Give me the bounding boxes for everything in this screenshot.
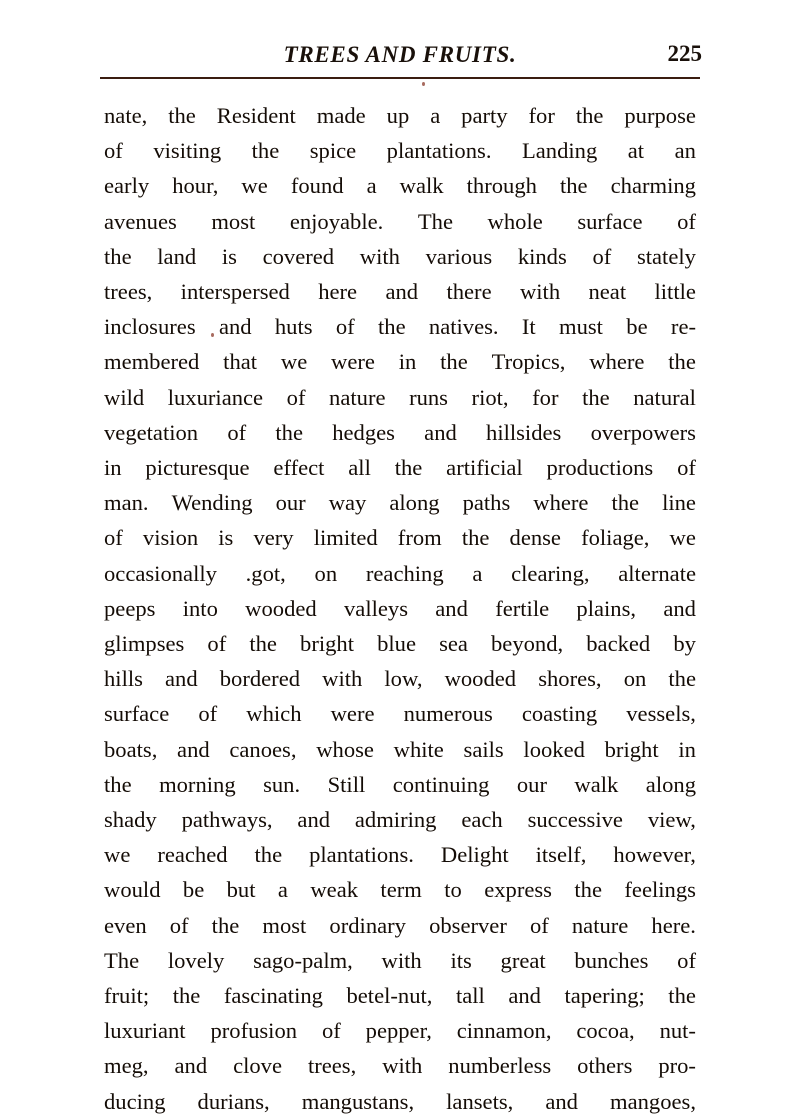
text-word: runs bbox=[409, 384, 448, 410]
text-word: the bbox=[668, 666, 696, 692]
text-word: the bbox=[440, 349, 468, 375]
text-word: morning bbox=[159, 771, 236, 797]
text-word: way bbox=[328, 490, 367, 516]
text-word: observer bbox=[429, 912, 507, 938]
text-word: however, bbox=[613, 842, 696, 868]
text-word: Wending bbox=[171, 490, 253, 516]
text-word: with bbox=[519, 279, 561, 305]
page-number: 225 bbox=[667, 41, 702, 66]
text-word: paths bbox=[462, 490, 511, 516]
text-line bbox=[104, 239, 696, 274]
text-word: weak bbox=[310, 877, 359, 903]
text-word: and bbox=[508, 983, 541, 1009]
text-word: glimpses bbox=[104, 631, 185, 657]
text-word: picturesque bbox=[145, 455, 250, 481]
text-line bbox=[104, 168, 696, 203]
text-word: nature bbox=[329, 384, 386, 410]
text-word: visiting bbox=[153, 138, 222, 164]
text-word: hour, bbox=[172, 173, 219, 199]
text-word: artificial bbox=[446, 455, 523, 481]
text-word: with bbox=[382, 1053, 423, 1079]
text-word: be bbox=[182, 877, 205, 903]
text-word: and bbox=[435, 595, 468, 621]
text-word: natives. bbox=[428, 314, 499, 340]
text-word: of bbox=[286, 384, 306, 410]
text-line bbox=[104, 661, 696, 696]
text-word: dense bbox=[509, 525, 561, 551]
text-word: purpose bbox=[624, 103, 696, 128]
text-word: the bbox=[172, 983, 201, 1009]
text-word: overpowers bbox=[590, 419, 696, 445]
text-word: on bbox=[623, 666, 647, 692]
text-word: we bbox=[280, 349, 308, 375]
text-word: with bbox=[322, 666, 363, 692]
text-line bbox=[104, 415, 696, 450]
text-word: durians, bbox=[197, 1088, 270, 1114]
text-line bbox=[104, 1013, 696, 1048]
text-line bbox=[104, 520, 696, 555]
text-word: plantations. bbox=[386, 138, 492, 164]
text-line bbox=[104, 908, 696, 943]
text-word: numerous bbox=[403, 701, 493, 727]
text-word: of bbox=[169, 912, 189, 938]
text-word: bordered bbox=[219, 666, 301, 692]
text-word: mangoes, bbox=[610, 1088, 696, 1114]
text-word: plantations. bbox=[309, 842, 414, 868]
text-word: foliage, bbox=[581, 525, 650, 551]
text-word: of bbox=[198, 701, 218, 727]
text-word: occasionally bbox=[104, 560, 217, 586]
text-line bbox=[104, 344, 696, 379]
text-word: bunches bbox=[574, 947, 649, 973]
running-head: TREES AND FRUITS. bbox=[283, 42, 517, 67]
text-word: man. bbox=[104, 490, 149, 516]
text-word: stately bbox=[636, 243, 696, 269]
text-word: continuing bbox=[392, 771, 490, 797]
text-word: with bbox=[359, 243, 400, 269]
text-word: wild bbox=[104, 384, 145, 410]
text-word: very bbox=[253, 525, 294, 551]
text-word: covered bbox=[262, 243, 335, 269]
text-line bbox=[104, 837, 696, 872]
text-word: cinnamon, bbox=[456, 1018, 552, 1044]
text-word: canoes, bbox=[229, 736, 297, 762]
text-word: sails bbox=[463, 736, 504, 762]
text-word: admiring bbox=[354, 807, 437, 833]
text-word: bright bbox=[300, 631, 354, 657]
text-word: an bbox=[674, 138, 696, 164]
text-word: clearing, bbox=[511, 560, 590, 586]
text-word: limited bbox=[313, 525, 378, 551]
text-word: cocoa, bbox=[576, 1018, 635, 1044]
text-word: fertile bbox=[495, 595, 550, 621]
text-word: boats, bbox=[104, 736, 158, 762]
text-word: trees, bbox=[104, 279, 153, 305]
text-word: pathways, bbox=[181, 807, 273, 833]
text-word: here. bbox=[651, 912, 696, 938]
text-word: at bbox=[627, 138, 645, 164]
text-word: fascinating bbox=[223, 983, 323, 1009]
text-word: in bbox=[104, 455, 122, 481]
text-word: kinds bbox=[517, 243, 567, 269]
text-line bbox=[104, 556, 696, 591]
text-word: mangustans, bbox=[301, 1088, 415, 1114]
text-word: of bbox=[677, 455, 696, 481]
text-word: luxuriant bbox=[104, 1018, 186, 1044]
text-word: the bbox=[668, 983, 696, 1009]
text-word: along bbox=[389, 490, 440, 516]
text-word: white bbox=[393, 736, 444, 762]
text-word: and bbox=[424, 419, 457, 445]
text-word: peeps bbox=[104, 595, 156, 621]
text-word: re- bbox=[670, 314, 696, 340]
text-word: the bbox=[582, 384, 610, 410]
text-word: surface bbox=[577, 208, 643, 234]
text-word: enjoyable. bbox=[289, 208, 384, 234]
text-word: term bbox=[380, 877, 422, 903]
text-word: line bbox=[662, 490, 696, 516]
text-word: pro- bbox=[658, 1053, 696, 1079]
text-word: wooded bbox=[444, 666, 517, 692]
text-line bbox=[104, 1084, 696, 1119]
text-word: tall bbox=[455, 983, 485, 1009]
text-word: the bbox=[104, 771, 132, 797]
text-word: party bbox=[461, 103, 508, 128]
text-word: by bbox=[673, 631, 696, 657]
text-word: plains, bbox=[576, 595, 637, 621]
text-word: huts bbox=[274, 314, 313, 340]
text-word: we bbox=[104, 842, 131, 868]
text-word: charming bbox=[610, 173, 696, 199]
text-line bbox=[104, 732, 696, 767]
text-word: Resident bbox=[216, 103, 296, 128]
text-word: shady bbox=[104, 807, 157, 833]
ink-speck bbox=[422, 82, 425, 86]
text-line bbox=[104, 450, 696, 485]
text-line bbox=[104, 872, 696, 907]
text-word: hills bbox=[104, 666, 143, 692]
text-word: valleys bbox=[344, 595, 408, 621]
text-word: productions bbox=[546, 455, 654, 481]
text-word: the bbox=[559, 173, 588, 199]
text-word: backed bbox=[586, 631, 651, 657]
text-word: would bbox=[104, 877, 161, 903]
text-word: land bbox=[157, 243, 197, 269]
text-word: bright bbox=[604, 736, 659, 762]
text-line bbox=[104, 696, 696, 731]
text-word: meg, bbox=[104, 1053, 149, 1079]
text-word: where bbox=[533, 490, 589, 516]
text-word: luxuriance bbox=[167, 384, 264, 410]
text-word: lansets, bbox=[446, 1088, 514, 1114]
text-word: here bbox=[318, 279, 358, 305]
text-word: the bbox=[275, 419, 303, 445]
text-word: betel-nut, bbox=[346, 983, 433, 1009]
text-word: membered bbox=[104, 349, 200, 375]
body-text bbox=[104, 98, 696, 1119]
text-word: blue bbox=[377, 631, 416, 657]
text-word: the bbox=[394, 455, 423, 481]
text-word: of bbox=[677, 208, 696, 234]
text-word: the bbox=[461, 525, 490, 551]
text-word: and bbox=[385, 279, 419, 305]
text-line bbox=[104, 309, 696, 344]
text-word: were bbox=[330, 701, 375, 727]
text-line bbox=[104, 626, 696, 661]
text-word: for bbox=[528, 103, 555, 128]
text-word: vision bbox=[142, 525, 199, 551]
text-word: even bbox=[104, 912, 147, 938]
text-word: the bbox=[378, 314, 406, 340]
text-word: numberless bbox=[448, 1053, 552, 1079]
text-word: a bbox=[366, 173, 377, 199]
text-word: nate, bbox=[104, 103, 148, 128]
text-line bbox=[104, 591, 696, 626]
text-word: trees, bbox=[307, 1053, 357, 1079]
text-word: and bbox=[165, 666, 198, 692]
text-word: spice bbox=[309, 138, 357, 164]
page-header bbox=[100, 22, 700, 68]
text-word: sago-palm, bbox=[253, 947, 353, 973]
text-word: the bbox=[611, 490, 640, 516]
text-line bbox=[104, 943, 696, 978]
text-word: ducing bbox=[104, 1088, 166, 1114]
text-word: The bbox=[417, 208, 453, 234]
text-word: the bbox=[249, 631, 277, 657]
text-word: and bbox=[177, 736, 210, 762]
header-rule bbox=[100, 77, 700, 79]
text-word: great bbox=[500, 947, 546, 973]
text-word: hedges bbox=[332, 419, 395, 445]
text-word: Delight bbox=[440, 842, 509, 868]
text-word: the bbox=[104, 243, 132, 269]
text-word: whole bbox=[487, 208, 543, 234]
text-line bbox=[104, 133, 696, 168]
text-word: It bbox=[521, 314, 536, 340]
text-word: found bbox=[290, 173, 344, 199]
text-word: of bbox=[227, 419, 247, 445]
text-word: there bbox=[446, 279, 492, 305]
text-word: successive bbox=[527, 807, 623, 833]
text-word: The bbox=[104, 947, 140, 973]
text-word: up bbox=[386, 103, 410, 128]
text-word: looked bbox=[523, 736, 585, 762]
text-word: each bbox=[461, 807, 503, 833]
text-word: in bbox=[678, 736, 696, 762]
text-word: riot, bbox=[471, 384, 509, 410]
text-word: early bbox=[104, 173, 150, 199]
text-word: the bbox=[254, 842, 283, 868]
text-word: on bbox=[314, 560, 338, 586]
text-word: of bbox=[335, 314, 355, 340]
text-word: effect bbox=[273, 455, 325, 481]
text-word: feelings bbox=[624, 877, 696, 903]
text-word: express bbox=[484, 877, 552, 903]
text-line bbox=[104, 274, 696, 309]
text-line bbox=[104, 802, 696, 837]
text-line bbox=[104, 485, 696, 520]
text-word: a bbox=[277, 877, 288, 903]
text-word: itself, bbox=[535, 842, 587, 868]
text-word: the bbox=[574, 877, 602, 903]
text-word: that bbox=[223, 349, 258, 375]
text-word: along bbox=[645, 771, 696, 797]
text-word: and bbox=[218, 314, 252, 340]
text-word: the bbox=[668, 349, 696, 375]
text-word: low, bbox=[384, 666, 423, 692]
text-word: but bbox=[226, 877, 256, 903]
text-word: in bbox=[398, 349, 417, 375]
text-word: clove bbox=[233, 1053, 282, 1079]
text-word: for bbox=[532, 384, 559, 410]
text-word: view, bbox=[647, 807, 696, 833]
text-word: Still bbox=[327, 771, 366, 797]
text-word: is bbox=[218, 525, 234, 551]
text-word: through bbox=[466, 173, 537, 199]
text-word: shores, bbox=[538, 666, 602, 692]
text-word: profusion bbox=[210, 1018, 298, 1044]
text-word: alternate bbox=[618, 560, 696, 586]
text-word: the bbox=[168, 103, 196, 128]
text-word: Tropics, bbox=[491, 349, 566, 375]
text-word: with bbox=[381, 947, 422, 973]
text-word: whose bbox=[316, 736, 374, 762]
text-word: of bbox=[104, 525, 123, 551]
text-word: nut- bbox=[659, 1018, 696, 1044]
text-word: our bbox=[275, 490, 306, 516]
text-word: tapering; bbox=[564, 983, 645, 1009]
text-word: surface bbox=[104, 701, 170, 727]
text-word: little bbox=[654, 279, 696, 305]
text-word: and bbox=[297, 807, 331, 833]
text-word: various bbox=[425, 243, 493, 269]
text-word: to bbox=[444, 877, 462, 903]
text-word: into bbox=[182, 595, 218, 621]
text-word: a bbox=[472, 560, 483, 586]
book-page bbox=[0, 22, 800, 1114]
text-word: and bbox=[174, 1053, 208, 1079]
text-word: of bbox=[677, 947, 696, 973]
text-word: reaching bbox=[365, 560, 444, 586]
text-word: we bbox=[669, 525, 696, 551]
text-line bbox=[104, 98, 696, 133]
text-word: walk bbox=[399, 173, 444, 199]
text-word: inclosures bbox=[104, 314, 196, 340]
text-word: its bbox=[450, 947, 472, 973]
text-line bbox=[104, 978, 696, 1013]
text-word: the bbox=[211, 912, 240, 938]
text-word: our bbox=[516, 771, 547, 797]
text-word: and bbox=[545, 1088, 578, 1114]
text-word: all bbox=[348, 455, 371, 481]
text-word: coasting bbox=[521, 701, 598, 727]
text-word: wooded bbox=[245, 595, 317, 621]
text-line bbox=[104, 767, 696, 802]
text-word: most bbox=[262, 912, 307, 938]
text-word: fruit; bbox=[104, 983, 150, 1009]
text-word: natural bbox=[633, 384, 696, 410]
text-word: the bbox=[251, 138, 280, 164]
text-word: and bbox=[663, 595, 696, 621]
text-word: the bbox=[575, 103, 604, 128]
text-word: which bbox=[246, 701, 302, 727]
ink-speck bbox=[211, 333, 214, 337]
text-word: walk bbox=[574, 771, 619, 797]
text-word: neat bbox=[588, 279, 627, 305]
text-word: of bbox=[592, 243, 612, 269]
text-word: we bbox=[241, 173, 268, 199]
text-word: avenues bbox=[104, 208, 177, 234]
text-word: reached bbox=[157, 842, 228, 868]
text-word: were bbox=[331, 349, 375, 375]
text-word: where bbox=[589, 349, 645, 375]
text-line bbox=[104, 380, 696, 415]
text-word: interspersed bbox=[180, 279, 290, 305]
text-word: a bbox=[430, 103, 441, 128]
text-word: of bbox=[207, 631, 227, 657]
text-word: is bbox=[221, 243, 237, 269]
text-word: Landing bbox=[521, 138, 598, 164]
text-word: must bbox=[559, 314, 603, 340]
text-word: nature bbox=[571, 912, 629, 938]
text-word: lovely bbox=[167, 947, 225, 973]
text-word: vessels, bbox=[626, 701, 696, 727]
text-word: others bbox=[577, 1053, 633, 1079]
text-word: made bbox=[316, 103, 366, 128]
text-word: of bbox=[104, 138, 123, 164]
text-word: sun. bbox=[263, 771, 301, 797]
text-word: be bbox=[626, 314, 648, 340]
text-line bbox=[104, 204, 696, 239]
text-word: most bbox=[211, 208, 256, 234]
text-word: from bbox=[397, 525, 442, 551]
text-word: ordinary bbox=[329, 912, 406, 938]
text-word: of bbox=[321, 1018, 341, 1044]
text-word: sea bbox=[439, 631, 468, 657]
text-word: .got, bbox=[245, 560, 286, 586]
text-word: vegetation bbox=[104, 419, 199, 445]
text-word: hillsides bbox=[486, 419, 562, 445]
text-word: beyond, bbox=[491, 631, 564, 657]
text-word: pepper, bbox=[365, 1018, 432, 1044]
text-line bbox=[104, 1048, 696, 1083]
text-word: of bbox=[529, 912, 549, 938]
